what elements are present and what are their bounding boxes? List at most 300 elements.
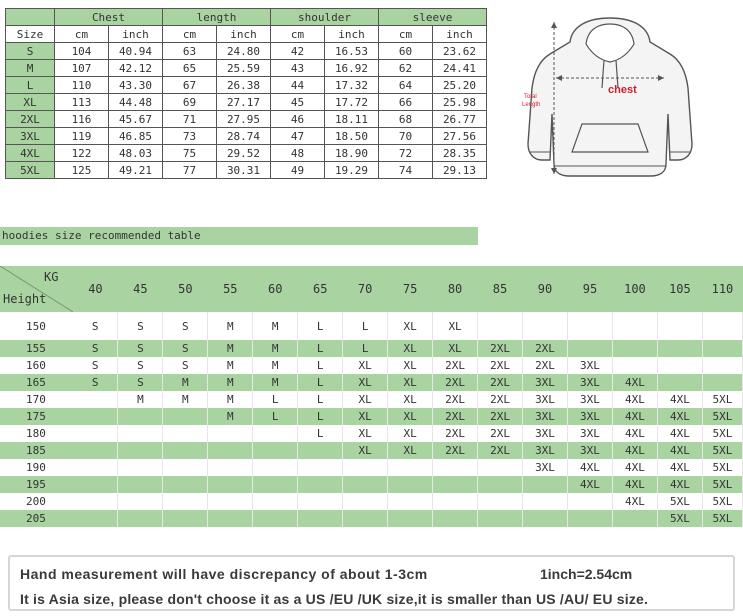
- weight-header: 75: [388, 266, 433, 312]
- measurement-cell: 40.94: [109, 43, 163, 60]
- recommended-size-cell: 5XL: [702, 442, 742, 459]
- size-label: S: [6, 43, 55, 60]
- recommended-size-cell: [478, 459, 523, 476]
- recommended-row: [0, 408, 743, 425]
- recommended-size-cell: M: [208, 357, 253, 374]
- recommended-size-cell: 2XL: [478, 357, 523, 374]
- size-row: [6, 43, 487, 60]
- recommended-size-cell: [388, 493, 433, 510]
- size-label: 4XL: [6, 145, 55, 162]
- measurement-cell: 16.92: [325, 60, 379, 77]
- recommended-size-cell: [433, 510, 478, 527]
- size-row: [6, 94, 487, 111]
- recommended-size-cell: XL: [433, 312, 478, 340]
- recommended-row: [0, 357, 743, 374]
- measurement-cell: 43: [271, 60, 325, 77]
- size-row: [6, 111, 487, 128]
- recommended-size-cell: [298, 510, 343, 527]
- group-sleeve: sleeve: [379, 9, 487, 26]
- recommended-size-cell: [208, 476, 253, 493]
- recommended-size-cell: [343, 476, 388, 493]
- size-table-unit-header: [6, 26, 487, 43]
- recommended-size-cell: L: [343, 340, 388, 357]
- recommended-size-cell: [612, 357, 657, 374]
- measurement-cell: 46: [271, 111, 325, 128]
- length-label-line1: Total: [524, 94, 537, 100]
- recommended-size-cell: [567, 340, 612, 357]
- recommended-size-cell: [567, 493, 612, 510]
- recommended-size-cell: 2XL: [478, 425, 523, 442]
- recommended-size-cell: [612, 312, 657, 340]
- recommended-size-cell: 5XL: [702, 493, 742, 510]
- measurement-cell: 125: [55, 162, 109, 179]
- measurement-cell: 72: [379, 145, 433, 162]
- measurement-cell: 119: [55, 128, 109, 145]
- recommended-size-cell: 2XL: [433, 357, 478, 374]
- size-chart-table: [5, 8, 487, 179]
- recommended-size-cell: [73, 476, 118, 493]
- recommended-size-cell: S: [118, 340, 163, 357]
- size-row: [6, 77, 487, 94]
- size-row: [6, 145, 487, 162]
- recommended-size-cell: [73, 459, 118, 476]
- recommended-size-cell: 4XL: [612, 442, 657, 459]
- unit-label: cm: [379, 26, 433, 43]
- measurement-cell: 77: [163, 162, 217, 179]
- recommended-size-cell: [478, 476, 523, 493]
- recommended-size-cell: 2XL: [478, 374, 523, 391]
- recommended-size-cell: S: [73, 312, 118, 340]
- measurement-cell: 69: [163, 94, 217, 111]
- weight-header: 55: [208, 266, 253, 312]
- recommended-size-cell: 5XL: [657, 493, 702, 510]
- size-label: 5XL: [6, 162, 55, 179]
- measurement-cell: 43.30: [109, 77, 163, 94]
- recommended-size-cell: [567, 312, 612, 340]
- recommended-size-cell: [73, 391, 118, 408]
- size-row: [6, 162, 487, 179]
- measurement-cell: 42.12: [109, 60, 163, 77]
- measurement-cell: 18.50: [325, 128, 379, 145]
- weight-header: 40: [73, 266, 118, 312]
- measurement-cell: 62: [379, 60, 433, 77]
- recommended-size-cell: [523, 510, 568, 527]
- hoodie-illustration: [520, 14, 700, 184]
- group-chest: Chest: [55, 9, 163, 26]
- recommended-size-cell: [118, 510, 163, 527]
- height-value: 155: [0, 340, 73, 357]
- recommended-size-cell: XL: [388, 442, 433, 459]
- recommended-size-cell: 2XL: [433, 374, 478, 391]
- measurement-cell: 47: [271, 128, 325, 145]
- size-table-corner: [6, 9, 55, 26]
- recommended-row: [0, 442, 743, 459]
- recommended-size-cell: [478, 312, 523, 340]
- recommended-size-cell: XL: [388, 425, 433, 442]
- recommended-size-cell: 4XL: [612, 459, 657, 476]
- recommended-row: [0, 459, 743, 476]
- recommended-size-cell: 4XL: [612, 408, 657, 425]
- unit-label: cm: [271, 26, 325, 43]
- recommended-size-cell: [343, 510, 388, 527]
- weight-header: 60: [253, 266, 298, 312]
- measurement-cell: 66: [379, 94, 433, 111]
- weight-header: 95: [567, 266, 612, 312]
- recommended-size-cell: [208, 442, 253, 459]
- recommended-size-cell: [163, 408, 208, 425]
- measurement-cell: 73: [163, 128, 217, 145]
- recommended-size-cell: 4XL: [612, 391, 657, 408]
- measurement-cell: 17.72: [325, 94, 379, 111]
- unit-label: inch: [217, 26, 271, 43]
- measurement-cell: 104: [55, 43, 109, 60]
- recommended-size-cell: [298, 442, 343, 459]
- recommended-size-cell: [73, 408, 118, 425]
- measurement-cell: 24.41: [433, 60, 487, 77]
- recommended-size-cell: [433, 459, 478, 476]
- recommended-size-cell: [253, 459, 298, 476]
- measurement-cell: 63: [163, 43, 217, 60]
- recommended-size-cell: S: [118, 312, 163, 340]
- recommended-size-cell: [163, 510, 208, 527]
- measurement-cell: 30.31: [217, 162, 271, 179]
- weight-header-row: [0, 266, 743, 312]
- weight-header: 110: [702, 266, 742, 312]
- recommended-size-cell: L: [298, 408, 343, 425]
- size-column-label: Size: [6, 26, 55, 43]
- recommended-size-cell: XL: [388, 340, 433, 357]
- recommended-size-cell: 3XL: [567, 408, 612, 425]
- measurement-cell: 45.67: [109, 111, 163, 128]
- recommended-size-cell: [657, 357, 702, 374]
- measurement-cell: 49: [271, 162, 325, 179]
- recommended-size-cell: [343, 459, 388, 476]
- recommended-size-cell: XL: [388, 374, 433, 391]
- recommended-size-cell: XL: [343, 391, 388, 408]
- recommended-size-cell: L: [298, 312, 343, 340]
- recommended-size-cell: 2XL: [478, 442, 523, 459]
- measurement-cell: 68: [379, 111, 433, 128]
- recommended-size-cell: [657, 374, 702, 391]
- recommended-size-cell: 5XL: [657, 510, 702, 527]
- measurement-cell: 26.77: [433, 111, 487, 128]
- measurement-cell: 122: [55, 145, 109, 162]
- recommended-size-cell: L: [298, 391, 343, 408]
- recommended-size-cell: [163, 425, 208, 442]
- recommended-size-cell: [118, 459, 163, 476]
- recommended-size-cell: [118, 493, 163, 510]
- recommended-size-cell: 2XL: [433, 391, 478, 408]
- measurement-cell: 48: [271, 145, 325, 162]
- recommended-row: [0, 340, 743, 357]
- recommended-size-cell: [388, 459, 433, 476]
- recommended-size-cell: M: [208, 408, 253, 425]
- recommended-size-cell: [163, 493, 208, 510]
- measurement-cell: 46.85: [109, 128, 163, 145]
- measurement-cell: 28.74: [217, 128, 271, 145]
- recommended-size-cell: 3XL: [523, 374, 568, 391]
- recommended-size-cell: S: [118, 357, 163, 374]
- measurement-cell: 113: [55, 94, 109, 111]
- recommended-size-cell: [298, 493, 343, 510]
- recommended-size-cell: [208, 459, 253, 476]
- measurement-cell: 23.62: [433, 43, 487, 60]
- measurement-cell: 48.03: [109, 145, 163, 162]
- recommended-size-cell: 4XL: [612, 374, 657, 391]
- measurement-cell: 19.29: [325, 162, 379, 179]
- measurement-cell: 107: [55, 60, 109, 77]
- measurement-cell: 25.59: [217, 60, 271, 77]
- recommended-size-cell: XL: [388, 408, 433, 425]
- size-row: [6, 128, 487, 145]
- recommended-size-table: [0, 266, 743, 527]
- recommended-size-cell: XL: [343, 357, 388, 374]
- recommended-size-cell: XL: [343, 425, 388, 442]
- recommended-size-cell: L: [253, 391, 298, 408]
- length-label-line2: Length: [522, 102, 541, 108]
- measurement-cell: 75: [163, 145, 217, 162]
- recommended-size-cell: 4XL: [657, 391, 702, 408]
- recommended-size-cell: [298, 476, 343, 493]
- height-value: 180: [0, 425, 73, 442]
- recommended-size-cell: 3XL: [567, 374, 612, 391]
- weight-header: 50: [163, 266, 208, 312]
- recommended-size-cell: M: [208, 391, 253, 408]
- recommended-size-cell: 4XL: [657, 442, 702, 459]
- measurement-cell: 29.52: [217, 145, 271, 162]
- recommended-size-cell: 2XL: [433, 442, 478, 459]
- group-shoulder: shoulder: [271, 9, 379, 26]
- weight-header: 45: [118, 266, 163, 312]
- measurement-cell: 71: [163, 111, 217, 128]
- recommended-size-cell: S: [73, 374, 118, 391]
- recommended-size-cell: 2XL: [523, 340, 568, 357]
- height-value: 175: [0, 408, 73, 425]
- size-row: [6, 60, 487, 77]
- recommended-size-cell: 3XL: [567, 357, 612, 374]
- recommended-size-cell: 3XL: [523, 459, 568, 476]
- unit-label: inch: [109, 26, 163, 43]
- recommended-size-cell: M: [163, 391, 208, 408]
- recommended-size-cell: 2XL: [523, 357, 568, 374]
- unit-label: cm: [55, 26, 109, 43]
- recommended-size-cell: S: [118, 374, 163, 391]
- measurement-cell: 25.98: [433, 94, 487, 111]
- recommended-size-cell: 4XL: [612, 476, 657, 493]
- recommended-size-cell: M: [163, 374, 208, 391]
- recommended-size-cell: [702, 357, 742, 374]
- recommended-size-cell: [433, 476, 478, 493]
- recommended-size-cell: S: [163, 340, 208, 357]
- measurement-cell: 60: [379, 43, 433, 60]
- recommended-size-cell: [478, 510, 523, 527]
- recommended-size-cell: [388, 510, 433, 527]
- recommended-size-cell: 2XL: [478, 391, 523, 408]
- measurement-cell: 24.80: [217, 43, 271, 60]
- recommended-size-cell: XL: [343, 442, 388, 459]
- recommended-size-cell: [523, 476, 568, 493]
- measurement-cell: 25.20: [433, 77, 487, 94]
- height-value: 205: [0, 510, 73, 527]
- height-value: 170: [0, 391, 73, 408]
- recommended-size-cell: 5XL: [702, 391, 742, 408]
- measurement-cell: 17.32: [325, 77, 379, 94]
- recommended-size-cell: [388, 476, 433, 493]
- measurement-cell: 44: [271, 77, 325, 94]
- measurement-cell: 110: [55, 77, 109, 94]
- recommended-size-cell: [298, 459, 343, 476]
- size-label: 3XL: [6, 128, 55, 145]
- measurement-cell: 18.90: [325, 145, 379, 162]
- recommended-size-cell: [702, 312, 742, 340]
- measurement-cell: 49.21: [109, 162, 163, 179]
- recommended-size-cell: XL: [388, 391, 433, 408]
- recommended-size-cell: M: [253, 312, 298, 340]
- weight-header: 65: [298, 266, 343, 312]
- weight-header: 80: [433, 266, 478, 312]
- recommended-size-cell: 5XL: [702, 459, 742, 476]
- recommended-size-cell: [612, 340, 657, 357]
- measurement-cell: 65: [163, 60, 217, 77]
- recommended-size-cell: L: [298, 340, 343, 357]
- recommended-size-cell: [343, 493, 388, 510]
- recommended-size-cell: [523, 312, 568, 340]
- recommended-size-cell: [118, 425, 163, 442]
- recommended-size-cell: 3XL: [523, 408, 568, 425]
- recommended-row: [0, 493, 743, 510]
- recommended-size-cell: S: [73, 340, 118, 357]
- height-label: Height: [3, 292, 47, 306]
- measurement-cell: 67: [163, 77, 217, 94]
- recommended-size-cell: [253, 442, 298, 459]
- size-label: L: [6, 77, 55, 94]
- size-table-group-header: [6, 9, 487, 26]
- recommended-size-cell: 3XL: [567, 442, 612, 459]
- recommended-size-cell: 2XL: [433, 425, 478, 442]
- measurement-cell: 45: [271, 94, 325, 111]
- recommended-size-cell: 4XL: [657, 476, 702, 493]
- measurement-cell: 70: [379, 128, 433, 145]
- height-value: 200: [0, 493, 73, 510]
- measurement-cell: 116: [55, 111, 109, 128]
- recommended-size-cell: [118, 476, 163, 493]
- recommended-size-cell: [253, 510, 298, 527]
- measurement-cell: 27.95: [217, 111, 271, 128]
- weight-header: 90: [523, 266, 568, 312]
- size-label: XL: [6, 94, 55, 111]
- recommended-size-cell: [73, 442, 118, 459]
- measurement-cell: 29.13: [433, 162, 487, 179]
- measurement-cell: 16.53: [325, 43, 379, 60]
- notice-conversion: 1inch=2.54cm: [540, 566, 633, 582]
- recommended-size-cell: 3XL: [567, 391, 612, 408]
- weight-header: 70: [343, 266, 388, 312]
- recommended-row: [0, 425, 743, 442]
- recommended-size-cell: 4XL: [567, 476, 612, 493]
- recommended-size-cell: [702, 374, 742, 391]
- recommended-size-cell: 4XL: [657, 408, 702, 425]
- recommended-size-cell: [478, 493, 523, 510]
- recommended-size-cell: 4XL: [657, 459, 702, 476]
- height-value: 195: [0, 476, 73, 493]
- height-value: 185: [0, 442, 73, 459]
- recommended-size-cell: 4XL: [567, 459, 612, 476]
- recommended-size-cell: [163, 476, 208, 493]
- recommended-size-cell: M: [253, 357, 298, 374]
- recommended-size-cell: [657, 340, 702, 357]
- recommended-size-cell: S: [73, 357, 118, 374]
- recommended-size-cell: [208, 425, 253, 442]
- recommended-size-cell: M: [253, 374, 298, 391]
- recommended-size-cell: [253, 493, 298, 510]
- recommended-size-cell: 3XL: [567, 425, 612, 442]
- measurement-cell: 44.48: [109, 94, 163, 111]
- measurement-cell: 42: [271, 43, 325, 60]
- hoodie-measurement-diagram: [520, 14, 700, 184]
- recommended-size-cell: 4XL: [657, 425, 702, 442]
- recommended-size-cell: 5XL: [702, 408, 742, 425]
- height-value: 190: [0, 459, 73, 476]
- recommended-size-cell: [118, 408, 163, 425]
- recommended-row: [0, 476, 743, 493]
- measurement-cell: 18.11: [325, 111, 379, 128]
- recommended-size-cell: XL: [343, 374, 388, 391]
- recommended-size-cell: L: [298, 374, 343, 391]
- weight-header: 85: [478, 266, 523, 312]
- recommended-size-cell: XL: [343, 408, 388, 425]
- recommended-size-cell: M: [208, 340, 253, 357]
- recommended-size-cell: 3XL: [523, 425, 568, 442]
- recommended-row: [0, 510, 743, 527]
- recommended-size-cell: [208, 510, 253, 527]
- recommended-size-cell: [253, 425, 298, 442]
- weight-header: 105: [657, 266, 702, 312]
- kg-label: KG: [44, 270, 59, 284]
- recommended-table-title: hoodies size recommended table: [0, 227, 478, 245]
- notice-discrepancy: Hand measurement will have discrepancy of about 1-3cm: [20, 566, 428, 582]
- recommended-size-cell: 5XL: [702, 476, 742, 493]
- notice-asia-size: It is Asia size, please don't choose it as a US /EU /UK size,it is smaller than US /AU/ EU size.: [20, 591, 649, 607]
- recommended-size-cell: [567, 510, 612, 527]
- kg-height-corner: [0, 266, 73, 312]
- recommended-size-cell: 5XL: [702, 510, 742, 527]
- recommended-size-cell: [163, 459, 208, 476]
- measurement-cell: 27.17: [217, 94, 271, 111]
- measurement-cell: 27.56: [433, 128, 487, 145]
- recommended-row: [0, 374, 743, 391]
- size-label: M: [6, 60, 55, 77]
- recommended-size-cell: S: [163, 312, 208, 340]
- recommended-size-cell: [523, 493, 568, 510]
- unit-label: cm: [163, 26, 217, 43]
- recommended-size-cell: [208, 493, 253, 510]
- measurement-cell: 28.35: [433, 145, 487, 162]
- recommended-size-cell: M: [208, 374, 253, 391]
- recommended-row: [0, 391, 743, 408]
- recommended-size-cell: [118, 442, 163, 459]
- recommended-size-cell: 3XL: [523, 442, 568, 459]
- weight-header: 100: [612, 266, 657, 312]
- height-value: 160: [0, 357, 73, 374]
- recommended-size-cell: 3XL: [523, 391, 568, 408]
- recommended-row: [0, 312, 743, 340]
- recommended-size-cell: 4XL: [612, 425, 657, 442]
- recommended-size-cell: [73, 493, 118, 510]
- size-notice-box: [8, 555, 735, 611]
- recommended-size-cell: M: [118, 391, 163, 408]
- size-label: 2XL: [6, 111, 55, 128]
- recommended-size-cell: [163, 442, 208, 459]
